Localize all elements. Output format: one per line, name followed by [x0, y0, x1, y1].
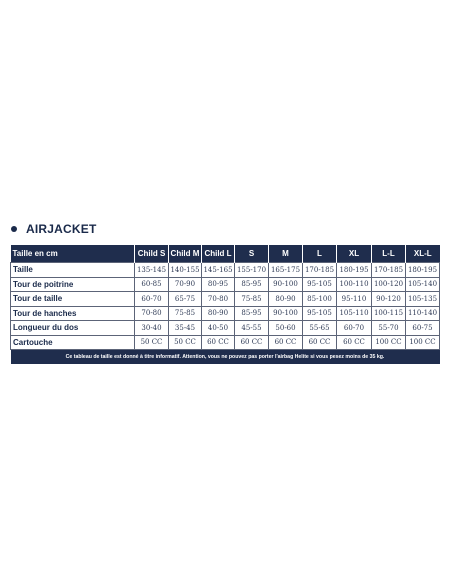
column-header: XL-L	[406, 245, 440, 263]
table-cell: 35-45	[169, 321, 202, 336]
table-row	[11, 292, 440, 307]
table-cell: 105-135	[406, 292, 440, 307]
table-row	[11, 321, 440, 336]
column-header: Child M	[169, 245, 202, 263]
table-cell: 70-80	[202, 292, 235, 307]
table-cell: 50-60	[269, 321, 303, 336]
table-row	[11, 263, 440, 278]
table-cell: 85-100	[303, 292, 337, 307]
table-cell: 165-175	[269, 263, 303, 278]
table-cell: 90-100	[269, 277, 303, 292]
column-header: L-L	[372, 245, 406, 263]
header-row	[11, 245, 440, 263]
table-cell: 60-70	[135, 292, 169, 307]
table-row	[11, 306, 440, 321]
table-cell: 90-100	[269, 306, 303, 321]
table-cell: 60-75	[406, 321, 440, 336]
table-cell: 170-185	[303, 263, 337, 278]
column-header: Child S	[135, 245, 169, 263]
table-cell: 155-170	[235, 263, 269, 278]
table-cell: 80-95	[202, 277, 235, 292]
size-chart-table	[10, 245, 440, 364]
table-cell: 180-195	[406, 263, 440, 278]
table-cell: 70-80	[135, 306, 169, 321]
row-label: Tour de taille	[11, 292, 135, 307]
table-cell: 100-120	[372, 277, 406, 292]
table-cell: 55-70	[372, 321, 406, 336]
table-cell: 100-110	[337, 277, 372, 292]
footnote-row	[11, 350, 440, 365]
table-cell: 60-85	[135, 277, 169, 292]
table-cell: 60 CC	[337, 335, 372, 350]
table-cell: 70-90	[169, 277, 202, 292]
table-cell: 60 CC	[202, 335, 235, 350]
table-cell: 95-105	[303, 277, 337, 292]
table-row	[11, 277, 440, 292]
table-cell: 95-105	[303, 306, 337, 321]
table-cell: 170-185	[372, 263, 406, 278]
table-cell: 30-40	[135, 321, 169, 336]
column-header: L	[303, 245, 337, 263]
table-footnote: Ce tableau de taille est donné à titre informatif. Attention, vous ne pouvez pas porter l'airbag Helite si vous pesez moins de 35 kg.	[11, 350, 440, 365]
column-header: Child L	[202, 245, 235, 263]
header-corner-label: Taille en cm	[11, 245, 135, 263]
table-row	[11, 335, 440, 350]
column-header: S	[235, 245, 269, 263]
table-cell: 75-85	[169, 306, 202, 321]
table-cell: 180-195	[337, 263, 372, 278]
table-cell: 145-165	[202, 263, 235, 278]
table-cell: 100 CC	[406, 335, 440, 350]
table-cell: 50 CC	[135, 335, 169, 350]
column-header: XL	[337, 245, 372, 263]
table-cell: 80-90	[269, 292, 303, 307]
table-cell: 75-85	[235, 292, 269, 307]
table-cell: 60 CC	[303, 335, 337, 350]
table-cell: 105-140	[406, 277, 440, 292]
section-heading	[11, 221, 96, 237]
table-cell: 85-95	[235, 306, 269, 321]
column-header: M	[269, 245, 303, 263]
table-cell: 100-115	[372, 306, 406, 321]
row-label: Taille	[11, 263, 135, 278]
table-cell: 100 CC	[372, 335, 406, 350]
table-cell: 65-75	[169, 292, 202, 307]
table-cell: 110-140	[406, 306, 440, 321]
table-cell: 40-50	[202, 321, 235, 336]
table-cell: 45-55	[235, 321, 269, 336]
row-label: Longueur du dos	[11, 321, 135, 336]
section-title: AIRJACKET	[26, 222, 97, 236]
table-cell: 140-155	[169, 263, 202, 278]
table-cell: 55-65	[303, 321, 337, 336]
table-cell: 50 CC	[169, 335, 202, 350]
table-cell: 60 CC	[235, 335, 269, 350]
bullet-icon	[11, 226, 17, 232]
row-label: Tour de hanches	[11, 306, 135, 321]
table-cell: 95-110	[337, 292, 372, 307]
table-cell: 135-145	[135, 263, 169, 278]
row-label: Tour de poitrine	[11, 277, 135, 292]
table-cell: 85-95	[235, 277, 269, 292]
table-cell: 105-110	[337, 306, 372, 321]
table-cell: 60 CC	[269, 335, 303, 350]
row-label: Cartouche	[11, 335, 135, 350]
table-cell: 90-120	[372, 292, 406, 307]
table-cell: 60-70	[337, 321, 372, 336]
table-cell: 80-90	[202, 306, 235, 321]
